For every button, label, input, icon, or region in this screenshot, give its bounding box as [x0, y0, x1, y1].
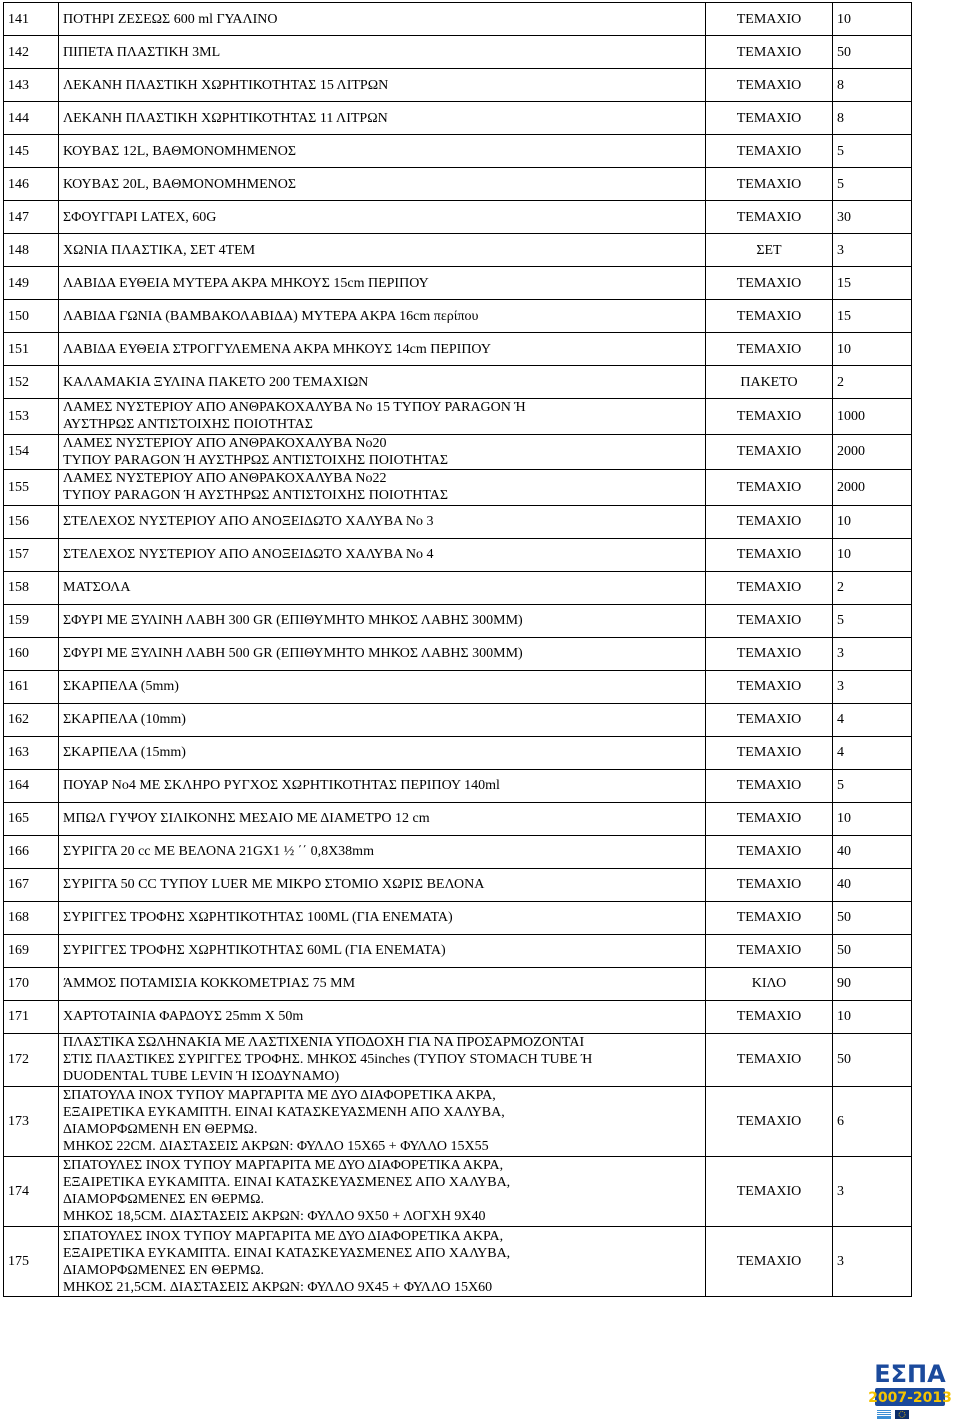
table-row — [4, 769, 912, 802]
item-unit: ΤΕΜΑΧΙΟ — [706, 3, 833, 36]
item-number: 161 — [4, 670, 59, 703]
description-line: ΠΟΥΑΡ Νο4 ΜΕ ΣΚΛΗΡΟ ΡΥΓΧΟΣ ΧΩΡΗΤΙΚΟΤΗΤΑΣ ΠΕΡΙΠΟΥ 140ml — [63, 778, 500, 794]
description-line: ΜΑΤΣΟΛΑ — [63, 580, 131, 596]
item-number: 147 — [4, 201, 59, 234]
item-unit: ΤΕΜΑΧΙΟ — [706, 69, 833, 102]
item-unit: ΤΕΜΑΧΙΟ — [706, 470, 833, 506]
description-line: ΜΗΚΟΣ 18,5CM. ΔΙΑΣΤΑΣΕΙΣ ΑΚΡΩΝ: ΦΥΛΛΟ 9Χ50 + ΛΟΓΧΗ 9Χ40 — [63, 1209, 486, 1225]
description-line: ΛΑΒΙΔΑ ΕΥΘΕΙΑ ΜΥΤΕΡΑ ΑΚΡΑ ΜΗΚΟΥΣ 15cm ΠΕΡΙΠΟΥ — [63, 275, 429, 291]
item-description — [59, 967, 706, 1000]
item-number: 148 — [4, 234, 59, 267]
item-number: 151 — [4, 333, 59, 366]
item-description — [59, 736, 706, 769]
item-description — [59, 470, 706, 506]
item-quantity: 10 — [833, 3, 912, 36]
description-line: ΔΙΑΜΟΡΦΩΜΕΝΗ ΕΝ ΘΕΡΜΩ. — [63, 1122, 258, 1138]
item-quantity: 2 — [833, 366, 912, 399]
items-table — [3, 2, 912, 1297]
item-description — [59, 1086, 706, 1156]
item-description — [59, 868, 706, 901]
description-line: ΤΥΠΟΥ PARAGON Ή ΑΥΣΤΗΡΩΣ ΑΝΤΙΣΤΟΙΧΗΣ ΠΟΙΟΤΗΤΑΣ — [63, 452, 449, 468]
description-line: ΔΙΑΜΟΡΦΩΜΕΝΕΣ ΕΝ ΘΕΡΜΩ. — [63, 1262, 265, 1278]
table-row — [4, 69, 912, 102]
table-row — [4, 366, 912, 399]
item-number: 159 — [4, 604, 59, 637]
item-number: 164 — [4, 769, 59, 802]
table-row — [4, 670, 912, 703]
item-unit: ΤΕΜΑΧΙΟ — [706, 434, 833, 470]
item-quantity: 8 — [833, 102, 912, 135]
item-description — [59, 703, 706, 736]
item-quantity: 50 — [833, 934, 912, 967]
item-number: 167 — [4, 868, 59, 901]
item-quantity: 10 — [833, 538, 912, 571]
description-line: ΛΕΚΑΝΗ ΠΛΑΣΤΙΚΗ ΧΩΡΗΤΙΚΟΤΗΤΑΣ 15 ΛΙΤΡΩΝ — [63, 77, 389, 93]
item-number: 145 — [4, 135, 59, 168]
item-number: 162 — [4, 703, 59, 736]
item-unit: ΤΕΜΑΧΙΟ — [706, 399, 833, 435]
item-description — [59, 571, 706, 604]
item-number: 165 — [4, 802, 59, 835]
item-unit: ΤΕΜΑΧΙΟ — [706, 201, 833, 234]
flag-stripe — [877, 1411, 891, 1412]
description-line: ΠΙΠΕΤΑ ΠΛΑΣΤΙΚΗ 3ML — [63, 44, 221, 60]
description-line: ΣΦΥΡΙ ΜΕ ΞΥΛΙΝΗ ΛΑΒΗ 300 GR (ΕΠΙΘΥΜΗΤΟ ΜΗΚΟΣ ΛΑΒΗΣ 300ΜΜ) — [63, 613, 523, 629]
item-description — [59, 267, 706, 300]
item-quantity: 10 — [833, 1000, 912, 1033]
item-number: 166 — [4, 835, 59, 868]
item-unit: ΤΕΜΑΧΙΟ — [706, 604, 833, 637]
item-quantity: 3 — [833, 670, 912, 703]
item-quantity: 5 — [833, 135, 912, 168]
item-number: 173 — [4, 1086, 59, 1156]
item-unit: ΤΕΜΑΧΙΟ — [706, 637, 833, 670]
description-line: ΜΗΚΟΣ 22CM. ΔΙΑΣΤΑΣΕΙΣ ΑΚΡΩΝ: ΦΥΛΛΟ 15Χ65 + ΦΥΛΛΟ 15Χ55 — [63, 1139, 489, 1155]
item-unit: ΤΕΜΑΧΙΟ — [706, 1156, 833, 1226]
item-quantity: 10 — [833, 505, 912, 538]
table-row — [4, 802, 912, 835]
item-description — [59, 333, 706, 366]
item-description — [59, 3, 706, 36]
item-unit: ΤΕΜΑΧΙΟ — [706, 300, 833, 333]
table-row — [4, 901, 912, 934]
item-quantity: 6 — [833, 1086, 912, 1156]
item-unit: ΤΕΜΑΧΙΟ — [706, 1000, 833, 1033]
description-line: ΕΞΑΙΡΕΤΙΚΑ ΕΥΚΑΜΠΤΑ. ΕΙΝΑΙ ΚΑΤΑΣΚΕΥΑΣΜΕΝΕΣ ΑΠΟ ΧΑΛΥΒΑ, — [63, 1245, 511, 1261]
description-line: ΣΤΙΣ ΠΛΑΣΤΙΚΕΣ ΣΥΡΙΓΓΕΣ ΤΡΟΦΗΣ. ΜΗΚΟΣ 45inches (ΤΥΠΟΥ STOMACH TUBE Ή — [63, 1052, 593, 1068]
item-number: 174 — [4, 1156, 59, 1226]
item-unit: ΠΑΚΕΤΟ — [706, 366, 833, 399]
item-quantity: 3 — [833, 1156, 912, 1226]
item-description — [59, 300, 706, 333]
item-quantity: 40 — [833, 868, 912, 901]
item-number: 153 — [4, 399, 59, 435]
description-line: ΠΛΑΣΤΙΚΑ ΣΩΛΗΝΑΚΙΑ ΜΕ ΛΑΣΤΙΧΕΝΙΑ ΥΠΟΔΟΧΗ ΓΙΑ ΝΑ ΠΡΟΣΑΡΜΟΖΟΝΤΑΙ — [63, 1035, 585, 1051]
item-quantity: 5 — [833, 604, 912, 637]
item-description — [59, 538, 706, 571]
item-number: 150 — [4, 300, 59, 333]
item-quantity: 3 — [833, 637, 912, 670]
item-number: 171 — [4, 1000, 59, 1033]
description-line: ΛΑΜΕΣ ΝΥΣΤΕΡΙΟΥ ΑΠΟ ΑΝΘΡΑΚΟΧΑΛΥΒΑ Νο 15 ΤΥΠΟΥ PARAGON Ή — [63, 400, 526, 416]
table-row — [4, 102, 912, 135]
item-number: 146 — [4, 168, 59, 201]
espa-logo-graphic — [869, 1356, 951, 1422]
item-number: 175 — [4, 1227, 59, 1297]
item-number: 170 — [4, 967, 59, 1000]
description-line: ΑΥΣΤΗΡΩΣ ΑΝΤΙΣΤΟΙΧΗΣ ΠΟΙΟΤΗΤΑΣ — [63, 417, 313, 433]
table-row — [4, 1000, 912, 1033]
item-number: 143 — [4, 69, 59, 102]
table-row — [4, 868, 912, 901]
description-line: ΛΕΚΑΝΗ ΠΛΑΣΤΙΚΗ ΧΩΡΗΤΙΚΟΤΗΤΑΣ 11 ΛΙΤΡΩΝ — [63, 110, 388, 126]
item-quantity: 50 — [833, 901, 912, 934]
item-unit: ΤΕΜΑΧΙΟ — [706, 1086, 833, 1156]
description-line: ΕΞΑΙΡΕΤΙΚΑ ΕΥΚΑΜΠΤΑ. ΕΙΝΑΙ ΚΑΤΑΣΚΕΥΑΣΜΕΝΕΣ ΑΠΟ ΧΑΛΥΒΑ, — [63, 1175, 511, 1191]
item-unit: ΤΕΜΑΧΙΟ — [706, 538, 833, 571]
item-quantity: 4 — [833, 703, 912, 736]
item-unit: ΚΙΛΟ — [706, 967, 833, 1000]
item-number: 144 — [4, 102, 59, 135]
item-quantity: 3 — [833, 234, 912, 267]
description-line: ΕΞΑΙΡΕΤΙΚΑ ΕΥΚΑΜΠΤΗ. ΕΙΝΑΙ ΚΑΤΑΣΚΕΥΑΣΜΕΝΗ ΑΠΟ ΧΑΛΥΒΑ, — [63, 1105, 505, 1121]
item-description — [59, 637, 706, 670]
item-number: 169 — [4, 934, 59, 967]
item-description — [59, 901, 706, 934]
table-row — [4, 571, 912, 604]
item-number: 172 — [4, 1033, 59, 1086]
table-row — [4, 399, 912, 435]
item-quantity: 4 — [833, 736, 912, 769]
item-number: 158 — [4, 571, 59, 604]
description-line: ΚΑΛΑΜΑΚΙΑ ΞΥΛΙΝΑ ΠΑΚΕΤΟ 200 ΤΕΜΑΧΙΩΝ — [63, 374, 369, 390]
item-unit: ΤΕΜΑΧΙΟ — [706, 505, 833, 538]
item-quantity: 15 — [833, 300, 912, 333]
description-line: ΛΑΜΕΣ ΝΥΣΤΕΡΙΟΥ ΑΠΟ ΑΝΘΡΑΚΟΧΑΛΥΒΑ Νο20 — [63, 435, 387, 451]
item-quantity: 2000 — [833, 434, 912, 470]
item-unit: ΤΕΜΑΧΙΟ — [706, 571, 833, 604]
item-unit: ΤΕΜΑΧΙΟ — [706, 36, 833, 69]
flag-stripe — [877, 1413, 891, 1414]
table-row — [4, 1086, 912, 1156]
table-row — [4, 135, 912, 168]
description-line: ΜΗΚΟΣ 21,5CM. ΔΙΑΣΤΑΣΕΙΣ ΑΚΡΩΝ: ΦΥΛΛΟ 9Χ45 + ΦΥΛΛΟ 15Χ60 — [63, 1279, 493, 1295]
table-row — [4, 934, 912, 967]
espa-logo — [869, 1356, 951, 1422]
description-line: ΜΠΩΛ ΓΥΨΟΥ ΣΙΛΙΚΟΝΗΣ ΜΕΣΑΙΟ ΜΕ ΔΙΑΜΕΤΡΟ 12 cm — [63, 811, 430, 827]
item-unit: ΤΕΜΑΧΙΟ — [706, 934, 833, 967]
item-number: 149 — [4, 267, 59, 300]
item-quantity: 10 — [833, 333, 912, 366]
table-row — [4, 538, 912, 571]
table-row — [4, 36, 912, 69]
description-line: ΣΠΑΤΟΥΛΕΣ ΙΝΟΧ ΤΥΠΟΥ ΜΑΡΓΑΡΙΤΑ ΜΕ ΔΥΟ ΔΙΑΦΟΡΕΤΙΚΑ ΑΚΡΑ, — [63, 1158, 504, 1174]
table-row — [4, 736, 912, 769]
table-row — [4, 168, 912, 201]
item-unit: ΤΕΜΑΧΙΟ — [706, 802, 833, 835]
table-row — [4, 835, 912, 868]
flag-stripe — [877, 1415, 891, 1416]
description-line: ΛΑΒΙΔΑ ΓΩΝΙΑ (ΒΑΜΒΑΚΟΛΑΒΙΔΑ) ΜΥΤΕΡΑ ΑΚΡΑ 16cm περίπου — [63, 308, 479, 324]
description-line: ΠΟΤΗΡΙ ΖΕΣΕΩΣ 600 ml ΓΥΑΛΙΝΟ — [63, 11, 278, 27]
item-quantity: 8 — [833, 69, 912, 102]
item-description — [59, 1227, 706, 1297]
table-row — [4, 1156, 912, 1226]
espa-logo-text: ΕΣΠΑ — [874, 1360, 946, 1388]
item-quantity: 50 — [833, 1033, 912, 1086]
item-description — [59, 934, 706, 967]
table-row — [4, 234, 912, 267]
item-description — [59, 1000, 706, 1033]
item-description — [59, 802, 706, 835]
item-unit: ΤΕΜΑΧΙΟ — [706, 868, 833, 901]
description-line: ΣΥΡΙΓΓΕΣ ΤΡΟΦΗΣ ΧΩΡΗΤΙΚΟΤΗΤΑΣ 100ML (ΓΙΑ ΕΝΕΜΑΤΑ) — [63, 910, 453, 926]
table-row — [4, 505, 912, 538]
item-unit: ΤΕΜΑΧΙΟ — [706, 168, 833, 201]
item-description — [59, 835, 706, 868]
item-number: 142 — [4, 36, 59, 69]
table-row — [4, 201, 912, 234]
item-unit: ΤΕΜΑΧΙΟ — [706, 736, 833, 769]
description-line: ΣΥΡΙΓΓΑ 20 cc ΜΕ ΒΕΛΟΝΑ 21GX1 ½ ΄΄ 0,8X38mm — [63, 844, 374, 860]
item-description — [59, 1156, 706, 1226]
item-unit: ΤΕΜΑΧΙΟ — [706, 835, 833, 868]
description-line: ΣΚΑΡΠΕΛΑ (5mm) — [63, 679, 179, 695]
description-line: ΣΥΡΙΓΓΑ 50 CC ΤΥΠΟΥ LUER ΜΕ ΜΙΚΡΟ ΣΤΟΜΙΟ ΧΩΡΙΣ ΒΕΛΟΝΑ — [63, 877, 485, 893]
description-line: ΛΑΒΙΔΑ ΕΥΘΕΙΑ ΣΤΡΟΓΓΥΛΕΜΕΝΑ ΑΚΡΑ ΜΗΚΟΥΣ 14cm ΠΕΡΙΠΟΥ — [63, 341, 491, 357]
item-description — [59, 1033, 706, 1086]
table-row — [4, 637, 912, 670]
description-line: ΣΤΕΛΕΧΟΣ ΝΥΣΤΕΡΙΟΥ ΑΠΟ ΑΝΟΞΕΙΔΩΤΟ ΧΑΛΥΒΑ Νο 4 — [63, 547, 434, 563]
description-line: ΣΚΑΡΠΕΛΑ (10mm) — [63, 712, 186, 728]
item-number: 154 — [4, 434, 59, 470]
table-row — [4, 703, 912, 736]
item-description — [59, 234, 706, 267]
item-description — [59, 36, 706, 69]
description-line: ΣΦΟΥΓΓΑΡΙ LATEX, 60G — [63, 209, 217, 225]
item-description — [59, 366, 706, 399]
item-description — [59, 604, 706, 637]
description-line: ΚΟΥΒΑΣ 12L, ΒΑΘΜΟΝΟΜΗΜΕΝΟΣ — [63, 143, 297, 159]
table-row — [4, 1033, 912, 1086]
table-row — [4, 604, 912, 637]
description-line: ΣΚΑΡΠΕΛΑ (15mm) — [63, 745, 186, 761]
item-quantity: 5 — [833, 769, 912, 802]
table-row — [4, 967, 912, 1000]
item-description — [59, 769, 706, 802]
item-quantity: 10 — [833, 802, 912, 835]
item-number: 152 — [4, 366, 59, 399]
item-unit: ΣΕΤ — [706, 234, 833, 267]
description-line: ΤΥΠΟΥ PARAGON Ή ΑΥΣΤΗΡΩΣ ΑΝΤΙΣΤΟΙΧΗΣ ΠΟΙΟΤΗΤΑΣ — [63, 488, 449, 504]
item-unit: ΤΕΜΑΧΙΟ — [706, 102, 833, 135]
item-quantity: 5 — [833, 168, 912, 201]
item-unit: ΤΕΜΑΧΙΟ — [706, 135, 833, 168]
item-number: 155 — [4, 470, 59, 506]
description-line: ΆΜΜΟΣ ΠΟΤΑΜΙΣΙΑ ΚΟΚΚΟΜΕΤΡΙΑΣ 75 ΜΜ — [63, 976, 356, 992]
description-line: ΔΙΑΜΟΡΦΩΜΕΝΕΣ ΕΝ ΘΕΡΜΩ. — [63, 1192, 265, 1208]
item-number: 160 — [4, 637, 59, 670]
description-line: ΣΠΑΤΟΥΛΕΣ ΙΝΟΧ ΤΥΠΟΥ ΜΑΡΓΑΡΙΤΑ ΜΕ ΔΥΟ ΔΙΑΦΟΡΕΤΙΚΑ ΑΚΡΑ, — [63, 1228, 504, 1244]
table-row — [4, 267, 912, 300]
item-unit: ΤΕΜΑΧΙΟ — [706, 267, 833, 300]
item-unit: ΤΕΜΑΧΙΟ — [706, 1033, 833, 1086]
item-quantity: 50 — [833, 36, 912, 69]
item-quantity: 15 — [833, 267, 912, 300]
item-description — [59, 69, 706, 102]
item-unit: ΤΕΜΑΧΙΟ — [706, 769, 833, 802]
espa-years-text: 2007-2013 — [869, 1390, 951, 1406]
table-row — [4, 470, 912, 506]
item-unit: ΤΕΜΑΧΙΟ — [706, 670, 833, 703]
item-quantity: 1000 — [833, 399, 912, 435]
item-description — [59, 135, 706, 168]
item-quantity: 90 — [833, 967, 912, 1000]
item-description — [59, 102, 706, 135]
item-number: 141 — [4, 3, 59, 36]
item-quantity: 2000 — [833, 470, 912, 506]
item-unit: ΤΕΜΑΧΙΟ — [706, 1227, 833, 1297]
item-quantity: 2 — [833, 571, 912, 604]
description-line: ΣΦΥΡΙ ΜΕ ΞΥΛΙΝΗ ΛΑΒΗ 500 GR (ΕΠΙΘΥΜΗΤΟ ΜΗΚΟΣ ΛΑΒΗΣ 300ΜΜ) — [63, 646, 523, 662]
item-description — [59, 399, 706, 435]
item-number: 168 — [4, 901, 59, 934]
item-quantity: 40 — [833, 835, 912, 868]
description-line: ΣΠΑΤΟΥΛΑ ΙΝΟΧ ΤΥΠΟΥ ΜΑΡΓΑΡΙΤΑ ΜΕ ΔΥΟ ΔΙΑΦΟΡΕΤΙΚΑ ΑΚΡΑ, — [63, 1088, 496, 1104]
item-description — [59, 670, 706, 703]
item-quantity: 3 — [833, 1227, 912, 1297]
description-line: DUODENTAL TUBE LEVIN Ή ΙΣΟΔΥΝΑΜΟ) — [63, 1069, 340, 1085]
item-description — [59, 168, 706, 201]
item-description — [59, 201, 706, 234]
item-quantity: 30 — [833, 201, 912, 234]
item-number: 157 — [4, 538, 59, 571]
table-row — [4, 333, 912, 366]
item-unit: ΤΕΜΑΧΙΟ — [706, 901, 833, 934]
item-number: 156 — [4, 505, 59, 538]
item-unit: ΤΕΜΑΧΙΟ — [706, 333, 833, 366]
table-row — [4, 434, 912, 470]
item-number: 163 — [4, 736, 59, 769]
description-line: ΣΤΕΛΕΧΟΣ ΝΥΣΤΕΡΙΟΥ ΑΠΟ ΑΝΟΞΕΙΔΩΤΟ ΧΑΛΥΒΑ Νο 3 — [63, 514, 434, 530]
description-line: ΛΑΜΕΣ ΝΥΣΤΕΡΙΟΥ ΑΠΟ ΑΝΘΡΑΚΟΧΑΛΥΒΑ Νο22 — [63, 471, 387, 487]
item-description — [59, 434, 706, 470]
table-row — [4, 300, 912, 333]
table-row — [4, 3, 912, 36]
description-line: ΧΩΝΙΑ ΠΛΑΣΤΙΚΑ, ΣΕΤ 4ΤΕΜ — [63, 242, 256, 258]
description-line: ΚΟΥΒΑΣ 20L, ΒΑΘΜΟΝΟΜΗΜΕΝΟΣ — [63, 176, 297, 192]
description-line: ΣΥΡΙΓΓΕΣ ΤΡΟΦΗΣ ΧΩΡΗΤΙΚΟΤΗΤΑΣ 60ML (ΓΙΑ ΕΝΕΜΑΤΑ) — [63, 943, 446, 959]
item-unit: ΤΕΜΑΧΙΟ — [706, 703, 833, 736]
item-description — [59, 505, 706, 538]
description-line: ΧΑΡΤΟΤΑΙΝΙΑ ΦΑΡΔΟΥΣ 25mm X 50m — [63, 1009, 304, 1025]
table-row — [4, 1227, 912, 1297]
